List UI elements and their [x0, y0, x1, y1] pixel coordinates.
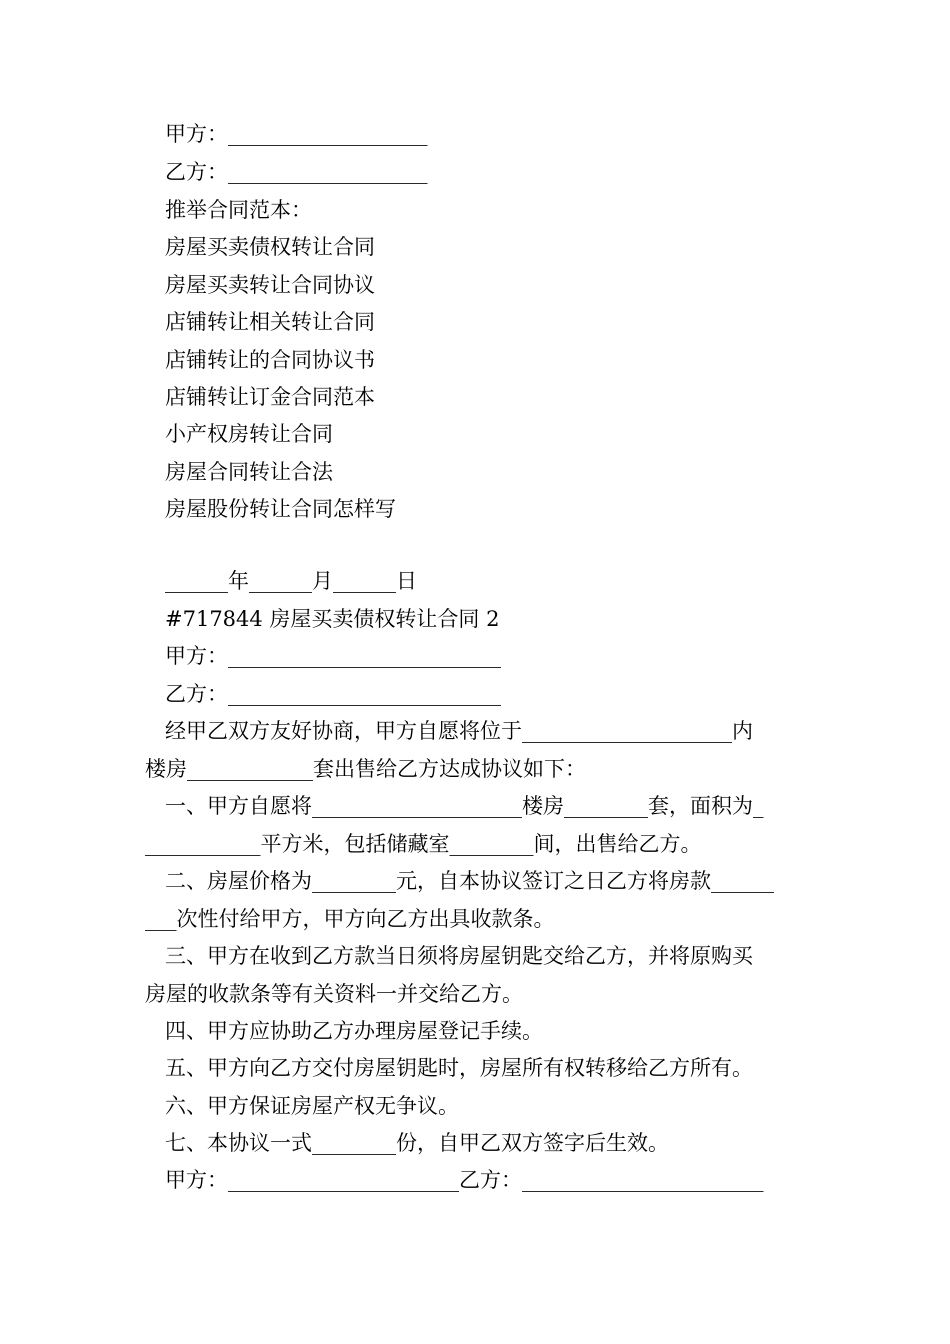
clause-3: 三、甲方在收到乙方款当日须将房屋钥匙交给乙方，并将原购买 — [165, 944, 753, 968]
clause-7: 七、本协议一式________份，自甲乙双方签字后生效。 — [165, 1131, 669, 1155]
party-b-line: 乙方：__________________________ — [165, 682, 501, 706]
clause-4: 四、甲方应协助乙方办理房屋登记手续。 — [165, 1019, 543, 1043]
party-b-line: 乙方：___________________ — [165, 160, 428, 184]
recommend-item: 店铺转让的合同协议书 — [165, 348, 375, 372]
clause-2: ___次性付给甲方，甲方向乙方出具收款条。 — [145, 907, 555, 931]
recommend-item: 房屋股份转让合同怎样写 — [165, 497, 396, 521]
contract-heading: #717844 房屋买卖债权转让合同 2 — [165, 607, 500, 631]
intro-paragraph: 楼房____________套出售给乙方达成协议如下： — [145, 757, 586, 781]
party-a-line: 甲方：___________________ — [165, 122, 428, 146]
party-a-line: 甲方：__________________________ — [165, 644, 501, 668]
recommend-item: 小产权房转让合同 — [165, 422, 333, 446]
recommend-item: 店铺转让相关转让合同 — [165, 310, 375, 334]
recommend-heading: 推举合同范本： — [165, 198, 312, 222]
recommend-item: 店铺转让订金合同范本 — [165, 385, 375, 409]
recommend-item: 房屋合同转让合法 — [165, 460, 333, 484]
recommend-item: 房屋买卖债权转让合同 — [165, 235, 375, 259]
clause-3: 房屋的收款条等有关资料一并交给乙方。 — [145, 982, 523, 1006]
date-line: ______年______月______日 — [165, 569, 417, 593]
intro-paragraph: 经甲乙双方友好协商，甲方自愿将位于____________________内 — [165, 719, 753, 743]
signature-line: 甲方：______________________乙方：_______________________ — [165, 1168, 764, 1192]
clause-2: 二、房屋价格为________元，自本协议签订之日乙方将房款______ — [165, 869, 774, 893]
clause-1: ___________平方米，包括储藏室________间，出售给乙方。 — [145, 832, 702, 856]
clause-1: 一、甲方自愿将____________________楼房________套，面积为_ — [165, 794, 764, 818]
clause-5: 五、甲方向乙方交付房屋钥匙时，房屋所有权转移给乙方所有。 — [165, 1056, 753, 1080]
recommend-item: 房屋买卖转让合同协议 — [165, 273, 375, 297]
clause-6: 六、甲方保证房屋产权无争议。 — [165, 1094, 459, 1118]
